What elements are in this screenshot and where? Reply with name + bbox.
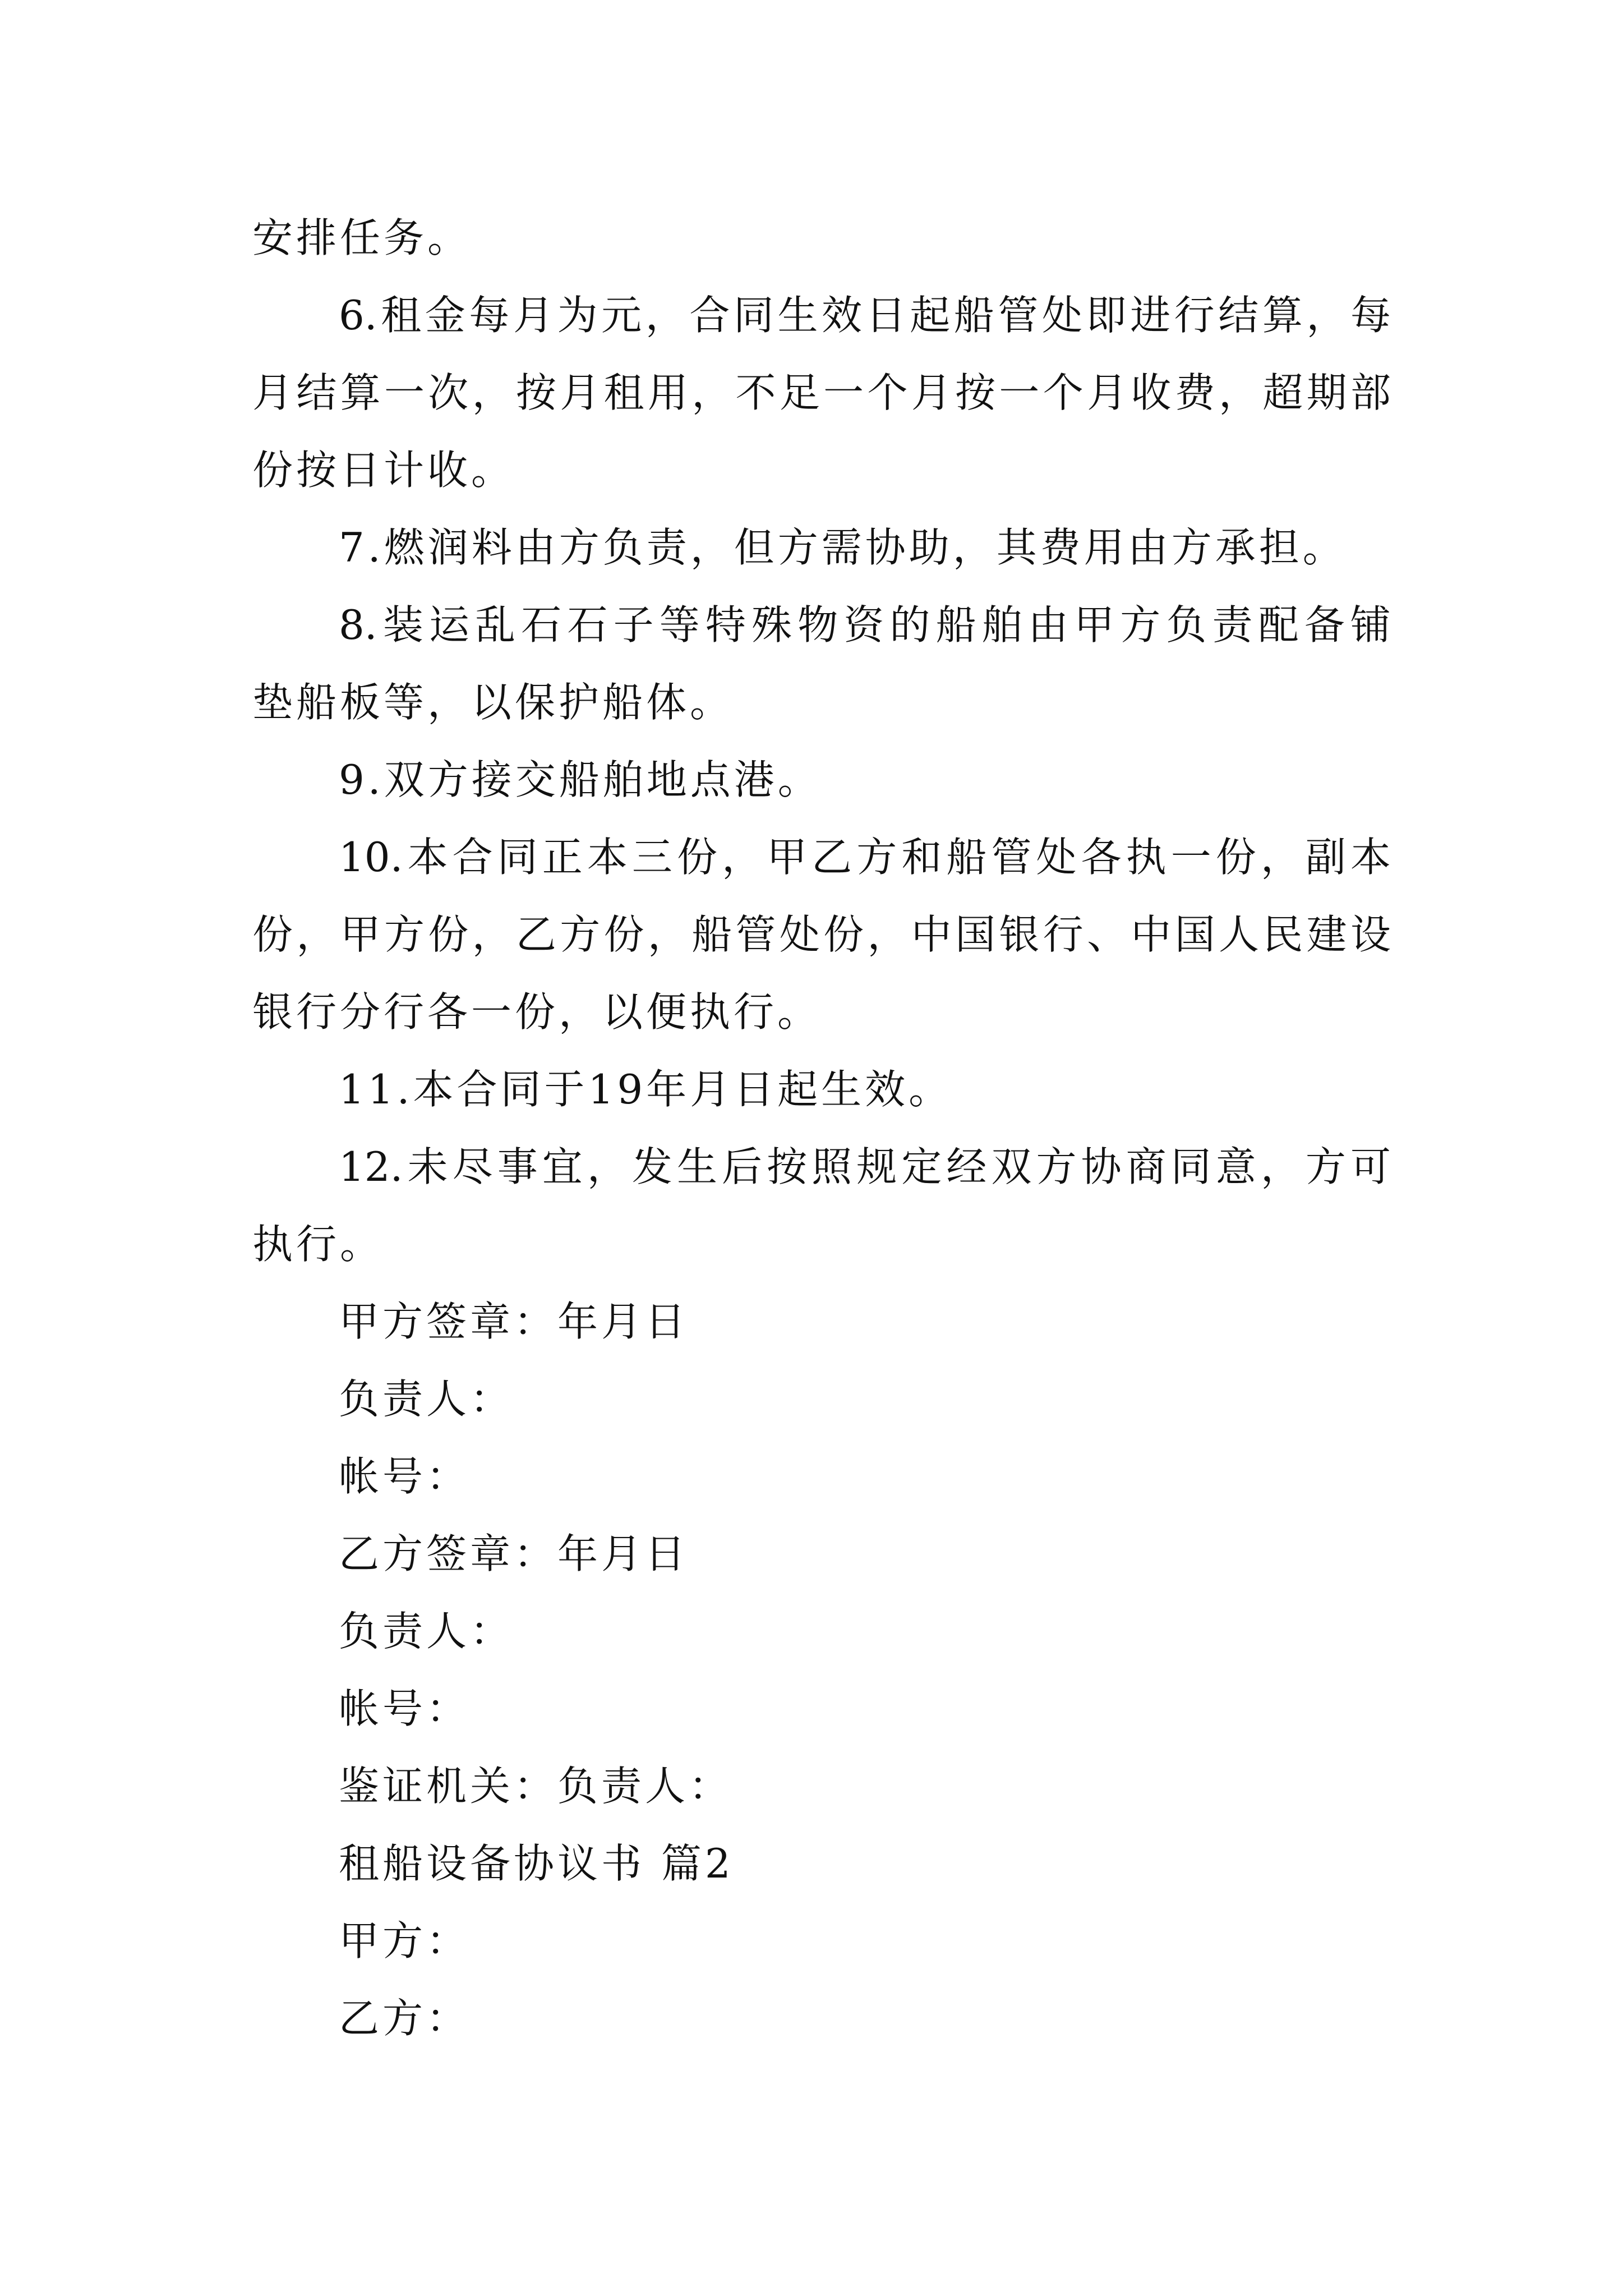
party-a-label: 甲方： — [339, 1917, 471, 1964]
clause-9: 9.双方接交船舶地点港。 — [339, 756, 822, 803]
clause-8-line-1: 8.装运乱石石子等特殊物资的船舶由甲方负责配备铺 — [339, 601, 1391, 648]
contract-body — [252, 199, 1391, 2057]
party-b-signature: 乙方签章：年月日 — [339, 1530, 689, 1577]
party-b-account: 帐号： — [339, 1685, 471, 1732]
party-b-label: 乙方： — [339, 1995, 471, 2042]
party-b-responsible-person: 负责人： — [339, 1608, 514, 1655]
clause-6-line-2: 月结算一次，按月租用，不足一个月按一个月收费，超期部 — [252, 369, 1391, 416]
clause-6-line-3: 份按日计收。 — [252, 447, 515, 494]
clause-10-line-1: 10.本合同正本三份，甲乙方和船管处各执一份，副本 — [339, 834, 1391, 881]
clause-10-line-2: 份，甲方份，乙方份，船管处份，中国银行、中国人民建设 — [252, 911, 1391, 958]
clause-10-line-3: 银行分行各一份，以便执行。 — [252, 988, 822, 1036]
section-title: 租船设备协议书 篇2 — [339, 1840, 734, 1887]
party-a-signature: 甲方签章：年月日 — [339, 1298, 689, 1345]
clause-6-line-1: 6.租金每月为元，合同生效日起船管处即进行结算，每 — [339, 292, 1391, 339]
party-a-account: 帐号： — [339, 1453, 471, 1500]
clause-7: 7.燃润料由方负责，但方需协助，其费用由方承担。 — [339, 524, 1347, 571]
clause-8-line-2: 垫船板等，以保护船体。 — [252, 679, 734, 726]
clause-12-line-1: 12.未尽事宜，发生后按照规定经双方协商同意，方可 — [339, 1143, 1391, 1190]
text-line: 安排任务。 — [252, 214, 472, 261]
certification-authority: 鉴证机关：负责人： — [339, 1763, 733, 1810]
party-a-responsible-person: 负责人： — [339, 1375, 514, 1423]
clause-11: 11.本合同于19年月日起生效。 — [339, 1066, 953, 1113]
clause-12-line-2: 执行。 — [252, 1221, 384, 1268]
